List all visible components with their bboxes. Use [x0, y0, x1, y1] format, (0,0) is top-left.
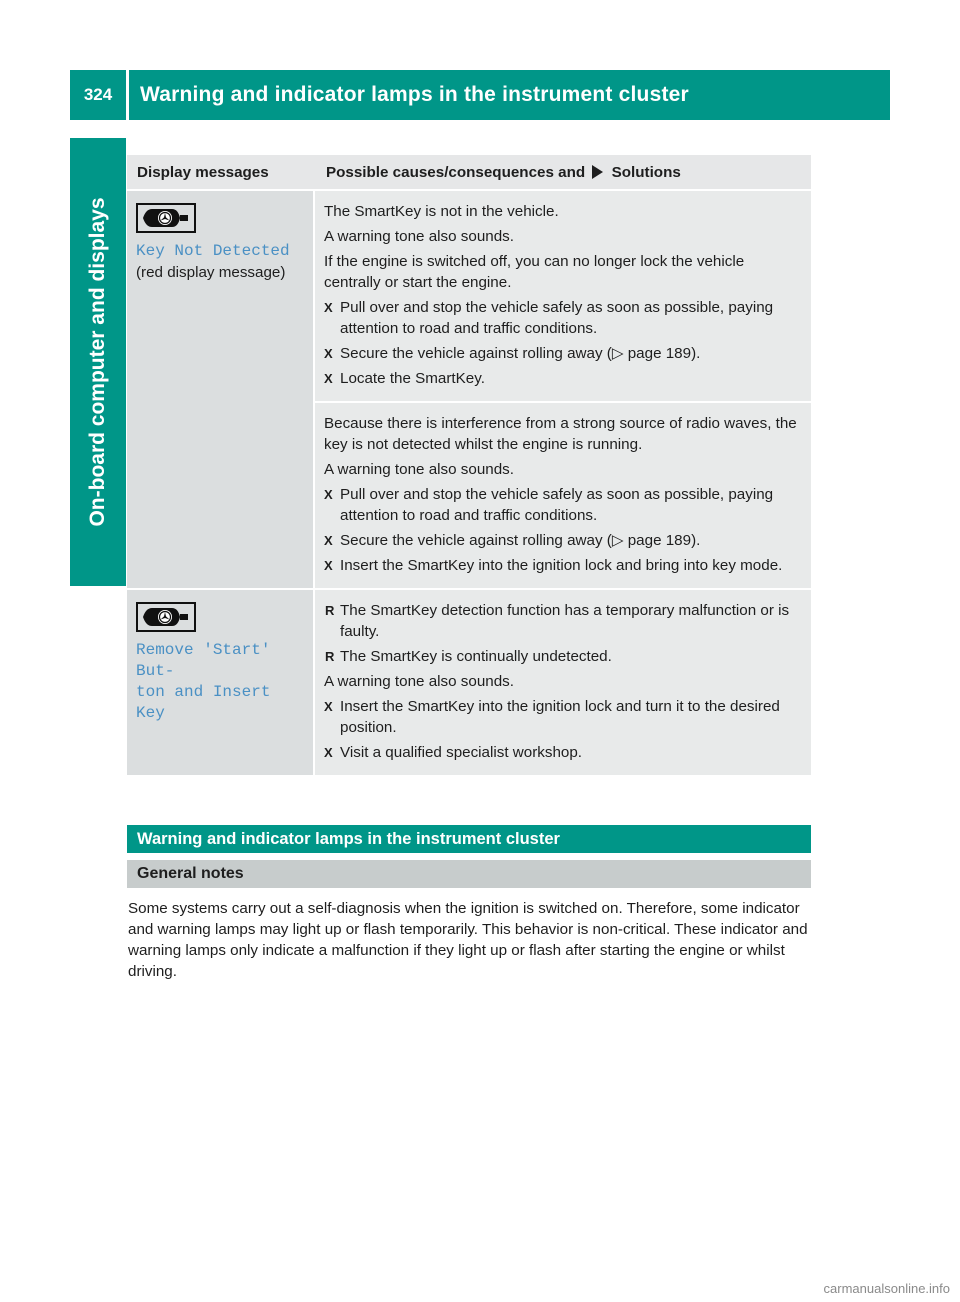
display-cell [127, 589, 314, 775]
step-x-icon: X [324, 346, 333, 361]
page-number: 324 [83, 85, 113, 104]
smartkey-icon [136, 602, 196, 632]
step-x-icon: X [324, 371, 333, 386]
table-row [127, 190, 811, 402]
solution-step-text: Locate the SmartKey. [340, 370, 485, 387]
column-header-display: Display messages [127, 155, 314, 190]
table-header-row [127, 155, 811, 190]
solutions-cell [314, 190, 811, 402]
subsection-heading: General notes [127, 860, 811, 888]
consequence-text: A warning tone also sounds. [324, 673, 514, 690]
consequence-text: A warning tone also sounds. [324, 461, 514, 478]
display-cell [127, 190, 314, 589]
display-message-key-not-detected: Key Not Detected [136, 242, 290, 260]
watermark: carmanualsonline.info [823, 1281, 950, 1296]
cause-text: The SmartKey is not in the vehicle. [324, 203, 559, 220]
side-tab-label: On-board computer and displays [86, 197, 109, 527]
smartkey-icon [136, 203, 196, 233]
solution-step [324, 368, 803, 389]
solution-step-text: Visit a qualified specialist workshop. [340, 744, 582, 761]
bullet-r-icon: R [325, 603, 335, 618]
display-messages-table [127, 155, 811, 775]
play-arrow-icon [592, 165, 603, 179]
page-title: Warning and indicator lamps in the instrument cluster [140, 83, 689, 106]
consequence-text: A warning tone also sounds. [324, 228, 514, 245]
cause-text: Because there is interference from a strong source of radio waves, the key is not detected whilst the engine is running. [324, 415, 797, 453]
table-row [127, 589, 811, 775]
solution-step-text: Secure the vehicle against rolling away (▷ page 189). [340, 345, 701, 362]
solution-step [324, 484, 803, 526]
column-header-solutions [314, 155, 811, 190]
solution-step [324, 343, 803, 364]
step-x-icon: X [324, 699, 333, 714]
cause-bullet [324, 600, 803, 642]
solution-step-text: Insert the SmartKey into the ignition lock and turn it to the desired position. [340, 698, 780, 736]
solution-step [324, 297, 803, 339]
solution-step [324, 555, 803, 576]
solution-step-text: Secure the vehicle against rolling away (▷ page 189). [340, 532, 701, 549]
cause-bullet [324, 646, 803, 667]
step-x-icon: X [324, 745, 333, 760]
display-message-note: (red display message) [136, 264, 286, 281]
bullet-r-icon: R [325, 649, 335, 664]
solution-step-text: Pull over and stop the vehicle safely as soon as possible, paying attention to road and traffic conditions. [340, 299, 774, 337]
side-tab-marker [70, 531, 126, 586]
general-notes-text: Some systems carry out a self-diagnosis when the ignition is switched on. Therefore, some indicator and warning lamps may light up or flash temporarily. This behavior is non-critical. These indicator and warning lamps only indicate a malfunction if they light up or flash after starting the engine or whilst driving. [128, 900, 808, 980]
step-x-icon: X [324, 558, 333, 573]
column-header-solutions-prefix: Possible causes/consequences and [326, 163, 586, 181]
solutions-cell [314, 589, 811, 775]
page-header [70, 70, 890, 120]
step-x-icon: X [324, 487, 333, 502]
display-message-remove-start-button: Remove 'Start' But‐ ton and Insert Key [136, 641, 271, 722]
side-tab [70, 138, 126, 586]
step-x-icon: X [324, 300, 333, 315]
cause-bullet-text: The SmartKey is continually undetected. [340, 648, 612, 665]
step-x-icon: X [324, 533, 333, 548]
cause-bullet-text: The SmartKey detection function has a temporary malfunction or is faulty. [340, 602, 790, 640]
solution-step [324, 696, 803, 738]
column-header-solutions-suffix: Solutions [611, 163, 681, 181]
solutions-cell [314, 402, 811, 589]
solution-step [324, 742, 803, 763]
section-heading: Warning and indicator lamps in the instrument cluster [127, 825, 811, 853]
solution-step-text: Insert the SmartKey into the ignition lock and bring into key mode. [340, 557, 783, 574]
consequence-text: If the engine is switched off, you can no longer lock the vehicle centrally or start the engine. [324, 253, 745, 291]
solution-step [324, 530, 803, 551]
solution-step-text: Pull over and stop the vehicle safely as soon as possible, paying attention to road and traffic conditions. [340, 486, 774, 524]
